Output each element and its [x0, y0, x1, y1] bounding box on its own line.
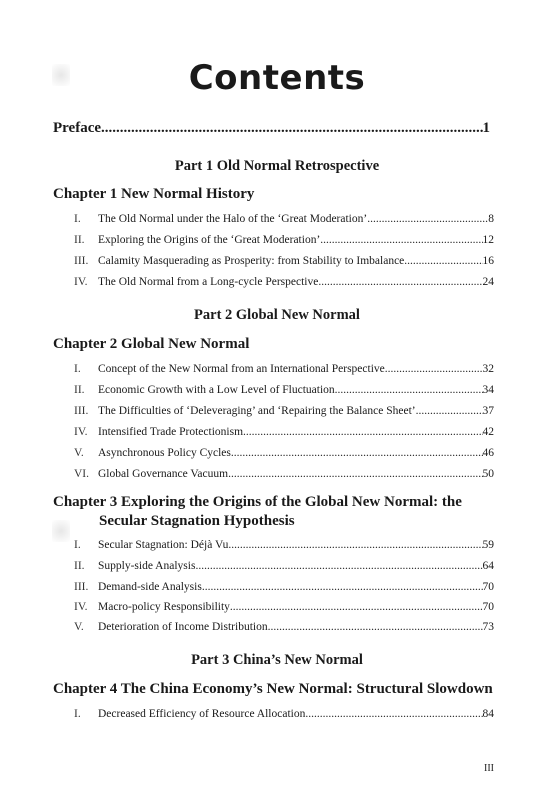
- entry-number: III.: [74, 255, 89, 267]
- toc-entry[interactable]: [74, 426, 494, 444]
- toc-entry[interactable]: [74, 405, 494, 423]
- dot-leader: [231, 447, 483, 459]
- entry-page: 50: [482, 468, 494, 480]
- chapter-4-title[interactable]: [53, 680, 493, 699]
- entry-number: III.: [74, 581, 89, 593]
- dot-leader: [318, 276, 482, 288]
- entry-number: IV.: [74, 276, 88, 288]
- toc-entry[interactable]: [74, 468, 494, 486]
- entry-number: I.: [74, 539, 81, 551]
- toc-entry[interactable]: [74, 213, 494, 231]
- dot-leader: [195, 560, 482, 572]
- dot-leader: [404, 255, 482, 267]
- entry-page: 12: [482, 234, 494, 246]
- toc-entry[interactable]: [74, 255, 494, 273]
- toc-entry[interactable]: [74, 560, 494, 578]
- entry-title: Global Governance Vacuum: [98, 468, 229, 480]
- chapter-title-line-2: Secular Stagnation Hypothesis: [99, 513, 295, 529]
- entry-title: Concept of the New Normal from an International Perspective: [98, 363, 385, 375]
- dot-leader: [367, 213, 488, 225]
- entry-title: Supply-side Analysis: [98, 560, 196, 572]
- entry-page: 16: [482, 255, 494, 267]
- entry-title: Exploring the Origins of the ‘Great Moderation’: [98, 234, 321, 246]
- entry-title: Economic Growth with a Low Level of Fluctuation: [98, 384, 335, 396]
- entry-page: 46: [482, 447, 494, 459]
- chapter-title-line: Chapter 4 The China Economy’s New Normal: Structural Slowdown: [53, 681, 493, 697]
- toc-entry[interactable]: [74, 539, 494, 557]
- entry-title: Secular Stagnation: Déjà Vu: [98, 539, 229, 551]
- dot-leader: [305, 708, 482, 720]
- toc-entry[interactable]: [74, 601, 494, 619]
- entry-page: 73: [482, 621, 494, 633]
- entry-title: Asynchronous Policy Cycles: [98, 447, 231, 459]
- toc-entry[interactable]: [74, 234, 494, 252]
- dot-leader: [335, 384, 483, 396]
- entry-number: I.: [74, 363, 81, 375]
- dot-leader: [101, 120, 482, 137]
- dot-leader: [268, 621, 483, 633]
- toc-entry[interactable]: [74, 384, 494, 402]
- entry-page: 32: [482, 363, 494, 375]
- entry-page: 70: [482, 581, 494, 593]
- chapter-title-line: Chapter 2 Global New Normal: [53, 336, 250, 352]
- dot-leader: [202, 581, 483, 593]
- entry-title: Demand-side Analysis: [98, 581, 202, 593]
- entry-number: V.: [74, 447, 84, 459]
- page-title: Contents: [188, 58, 366, 98]
- entry-number: I.: [74, 708, 81, 720]
- chapter-3-title[interactable]: [53, 493, 493, 531]
- part-1-title: Part 1 Old Normal Retrospective: [174, 158, 380, 174]
- entry-page: 84: [482, 708, 494, 720]
- entry-page: 59: [482, 539, 494, 551]
- entry-page: 37: [482, 405, 494, 417]
- entry-page: 8: [488, 213, 494, 225]
- entry-title: Decreased Efficiency of Resource Allocation: [98, 708, 306, 720]
- entry-number: I.: [74, 213, 81, 225]
- part-3-title: Part 3 China’s New Normal: [191, 652, 363, 668]
- entry-page: 42: [482, 426, 494, 438]
- entry-title: The Old Normal under the Halo of the ‘Great Moderation’: [98, 213, 368, 225]
- preface-entry[interactable]: [53, 120, 490, 137]
- toc-entry[interactable]: [74, 447, 494, 465]
- entry-number: V.: [74, 621, 84, 633]
- dot-leader: [228, 468, 482, 480]
- dot-leader: [385, 363, 483, 375]
- entry-number: II.: [74, 560, 85, 572]
- toc-entry[interactable]: [74, 581, 494, 599]
- dot-leader: [230, 601, 483, 613]
- dot-leader: [416, 405, 483, 417]
- dot-leader: [243, 426, 482, 438]
- entry-number: VI.: [74, 468, 90, 480]
- entry-page: 70: [482, 601, 494, 613]
- toc-entry[interactable]: [74, 708, 494, 726]
- entry-title: The Difficulties of ‘Deleveraging’ and ‘Repairing the Balance Sheet’: [98, 405, 416, 417]
- entry-title: The Old Normal from a Long-cycle Perspective: [98, 276, 319, 288]
- entry-title: Calamity Masquerading as Prosperity: from Stability to Imbalance: [98, 255, 405, 267]
- page-folio: III: [484, 763, 494, 774]
- preface-label: Preface: [53, 120, 102, 136]
- toc-entry[interactable]: [74, 621, 494, 639]
- entry-number: IV.: [74, 426, 88, 438]
- entry-title: Deterioration of Income Distribution: [98, 621, 268, 633]
- toc-entry[interactable]: [74, 363, 494, 381]
- entry-number: II.: [74, 234, 85, 246]
- chapter-1-title[interactable]: [53, 185, 493, 204]
- dot-leader: [228, 539, 482, 551]
- chapter-2-title[interactable]: [53, 335, 493, 354]
- entry-title: Macro-policy Responsibility: [98, 601, 230, 613]
- entry-page: 24: [482, 276, 494, 288]
- entry-number: II.: [74, 384, 85, 396]
- entry-title: Intensified Trade Protectionism: [98, 426, 244, 438]
- entry-number: IV.: [74, 601, 88, 613]
- part-2-title: Part 2 Global New Normal: [194, 307, 360, 323]
- dot-leader: [320, 234, 482, 246]
- chapter-title-line: Chapter 3 Exploring the Origins of the Global New Normal: the: [53, 494, 462, 510]
- entry-page: 64: [482, 560, 494, 572]
- toc-entry[interactable]: [74, 276, 494, 294]
- preface-page: 1: [482, 120, 490, 136]
- entry-number: III.: [74, 405, 89, 417]
- entry-page: 34: [482, 384, 494, 396]
- chapter-title-line: Chapter 1 New Normal History: [53, 186, 255, 202]
